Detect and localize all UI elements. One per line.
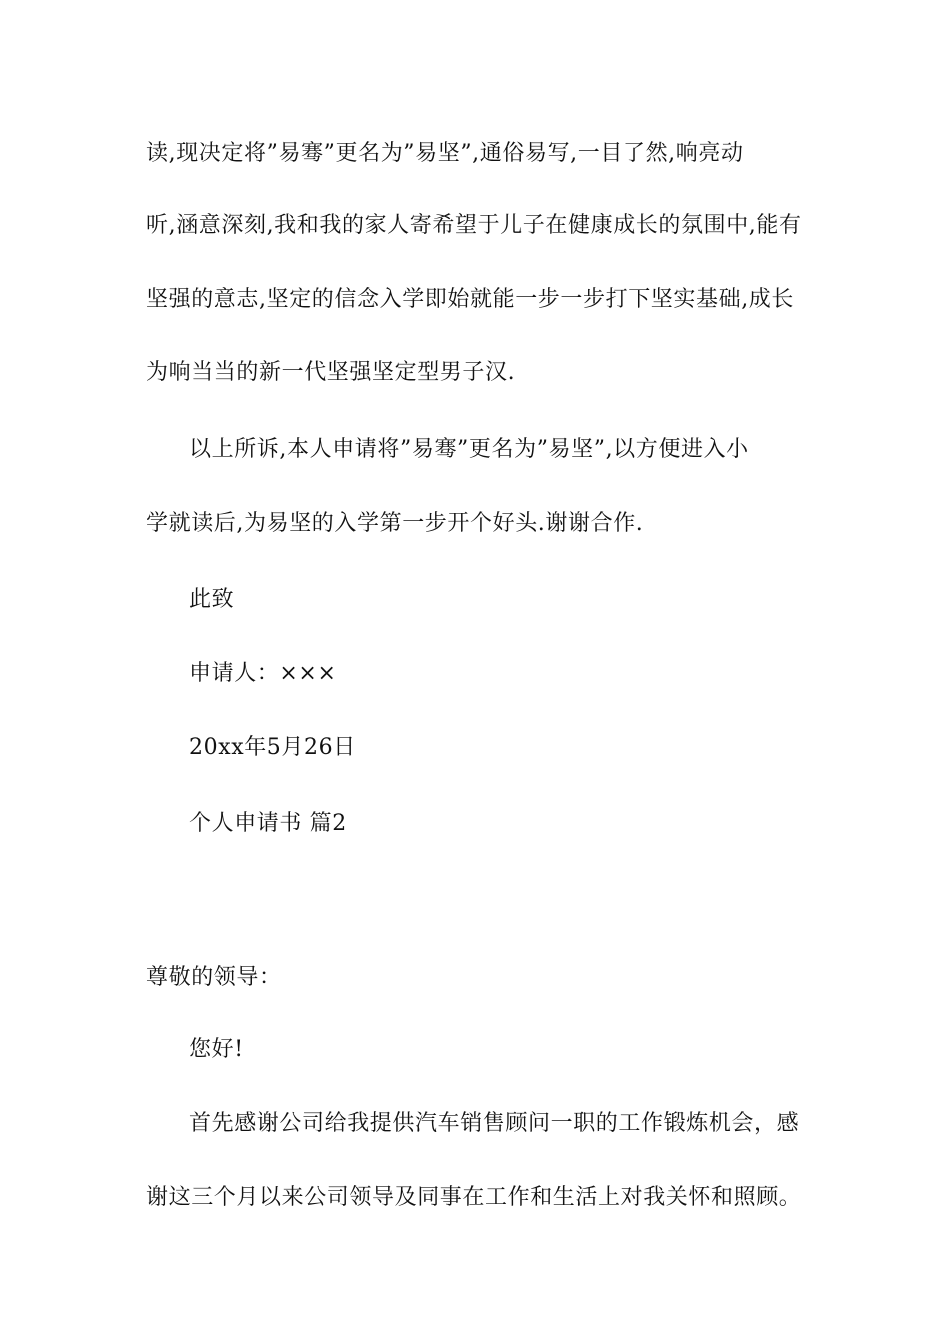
paragraph-line-8: 谢这三个月以来公司领导及同事在工作和生活上对我关怀和照顾。 — [146, 1185, 802, 1210]
paragraph-line-2: 听,涵意深刻,我和我的家人寄希望于儿子在健康成长的氛围中,能有 — [146, 213, 802, 238]
paragraph-line-1: 读,现决定将”易骞”更名为”易坚”,通俗易写,一目了然,响亮动 — [146, 141, 744, 166]
applicant-signature: 申请人：××× — [189, 661, 337, 686]
paragraph-line-3: 坚强的意志,坚定的信念入学即始就能一步一步打下坚实基础,成长 — [146, 287, 794, 312]
letter-date: 20xx年5月26日 — [189, 735, 356, 760]
section-heading: 个人申请书 篇2 — [189, 811, 347, 836]
greeting-recipient: 尊敬的领导： — [146, 965, 282, 990]
paragraph-line-6: 学就读后,为易坚的入学第一步开个好头.谢谢合作. — [146, 511, 644, 536]
closing-salutation: 此致 — [189, 587, 235, 612]
paragraph-line-7: 首先感谢公司给我提供汽车销售顾问一职的工作锻炼机会，感 — [189, 1111, 800, 1136]
greeting-hello: 您好! — [189, 1037, 244, 1062]
paragraph-line-5: 以上所诉,本人申请将”易骞”更名为”易坚”,以方便进入小 — [189, 437, 749, 462]
paragraph-line-4: 为响当当的新一代坚强坚定型男子汉. — [146, 360, 516, 385]
